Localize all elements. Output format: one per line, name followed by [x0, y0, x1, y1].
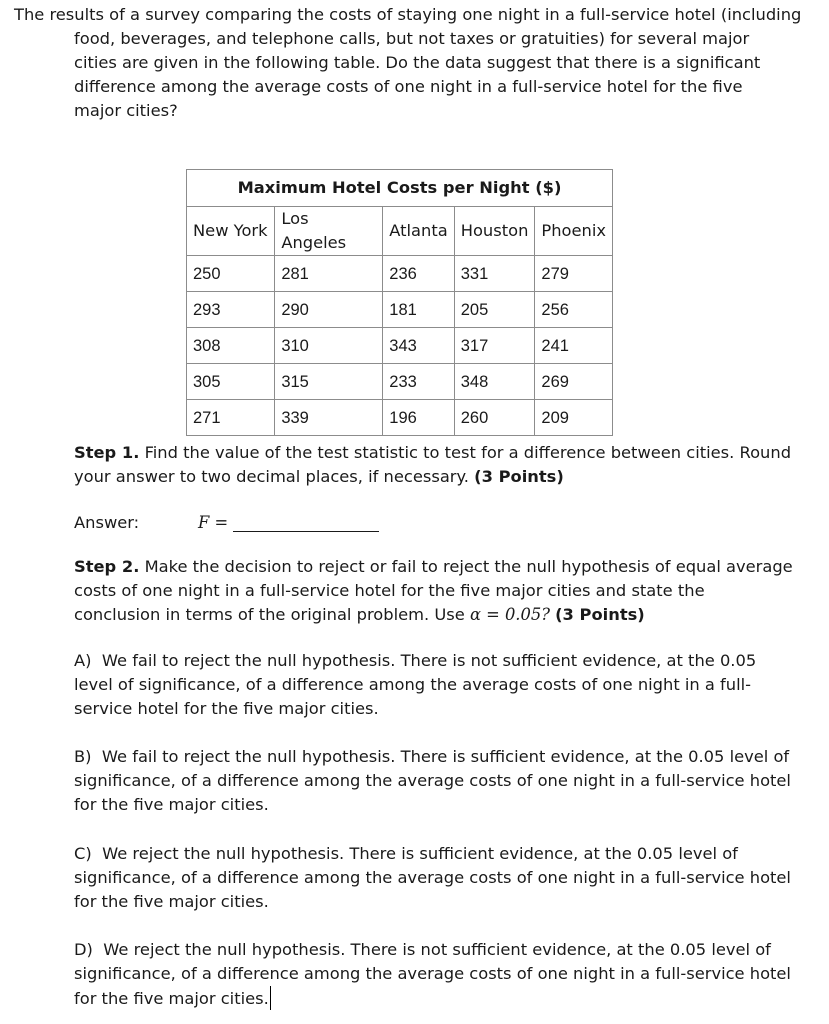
table-row: [187, 364, 613, 400]
table-row: [187, 400, 613, 436]
f-answer-field[interactable]: [233, 531, 379, 532]
table-cell: 196: [383, 400, 454, 436]
step1-text: Find the value of the test statistic to test for a difference between cities. Round your answer to two decimal places, if necessary.: [74, 443, 792, 486]
table-cell: 281: [275, 256, 383, 292]
table-row: [187, 328, 613, 364]
option-b[interactable]: [74, 745, 794, 817]
table-cell: 181: [383, 292, 454, 328]
hotel-costs-table: [186, 169, 613, 436]
table-cell: 260: [454, 400, 535, 436]
step1-prompt: [74, 441, 794, 489]
table-header-row: [187, 207, 613, 256]
table-cell: 269: [535, 364, 613, 400]
table-row: [187, 292, 613, 328]
table-cell: 339: [275, 400, 383, 436]
column-header: New York: [187, 207, 275, 256]
table-cell: 348: [454, 364, 535, 400]
step2-label: Step 2.: [74, 557, 140, 576]
answer-row: [74, 511, 474, 535]
step1-label: Step 1.: [74, 443, 140, 462]
table-row: [187, 256, 613, 292]
table-cell: 209: [535, 400, 613, 436]
table-cell: 290: [275, 292, 383, 328]
table-cell: 271: [187, 400, 275, 436]
option-text: We reject the null hypothesis. There is not sufficient evidence, at the 0.05 level of significance, of a difference among the average costs of one night in a full-service hotel for the five major cities.: [74, 940, 791, 1008]
option-text: We fail to reject the null hypothesis. There is sufficient evidence, at the 0.05 level of significance, of a difference among the average costs of one night in a full-service hotel for the five major cities.: [74, 747, 791, 814]
option-d[interactable]: [74, 938, 794, 1011]
table-cell: 256: [535, 292, 613, 328]
column-header: Phoenix: [535, 207, 613, 256]
option-text: We fail to reject the null hypothesis. There is not sufficient evidence, at the 0.05 level of significance, of a difference among the average costs of one night in a full-service hotel for the five major cities.: [74, 651, 757, 718]
table-cell: 205: [454, 292, 535, 328]
table-cell: 308: [187, 328, 275, 364]
intro-rest: food, beverages, and telephone calls, but not taxes or gratuities) for several major cities are given in the following table. Do the data suggest that there is a significant difference among the average costs of one night in a full-service hotel for the five major cities?: [74, 29, 761, 120]
step2-text: Make the decision to reject or fail to reject the null hypothesis of equal average costs of one night in a full-service hotel for the five major cities and state the conclusion in terms of the original problem. Use: [74, 557, 793, 624]
column-header: Los Angeles: [275, 207, 383, 256]
table-cell: 343: [383, 328, 454, 364]
table-cell: 317: [454, 328, 535, 364]
step1-points: (3 Points): [474, 467, 564, 486]
column-header: Atlanta: [383, 207, 454, 256]
table-cell: 315: [275, 364, 383, 400]
table-cell: 250: [187, 256, 275, 292]
text-cursor: [270, 986, 271, 1010]
intro-first-line: The results of a survey comparing the costs of staying one night in a full-service hotel (including: [14, 5, 802, 24]
option-c[interactable]: [74, 842, 794, 914]
problem-intro: [14, 3, 814, 123]
option-letter: B): [74, 747, 92, 766]
f-statistic-label: F =: [198, 513, 229, 532]
table-cell: 331: [454, 256, 535, 292]
table-cell: 233: [383, 364, 454, 400]
table-cell: 241: [535, 328, 613, 364]
table-cell: 310: [275, 328, 383, 364]
option-text: We reject the null hypothesis. There is sufficient evidence, at the 0.05 level of significance, of a difference among the average costs of one night in a full-service hotel for the five major cities.: [74, 844, 791, 911]
step2-prompt: [74, 555, 794, 627]
column-header: Houston: [454, 207, 535, 256]
table-cell: 236: [383, 256, 454, 292]
step2-points: (3 Points): [555, 605, 645, 624]
option-letter: A): [74, 651, 92, 670]
option-letter: C): [74, 844, 92, 863]
table-cell: 305: [187, 364, 275, 400]
table-cell: 279: [535, 256, 613, 292]
table-cell: 293: [187, 292, 275, 328]
alpha-expression: α = 0.05?: [469, 605, 550, 624]
option-a[interactable]: [74, 649, 794, 721]
option-letter: D): [74, 940, 93, 959]
answer-label: Answer:: [74, 513, 140, 532]
table-title: Maximum Hotel Costs per Night ($): [187, 170, 613, 207]
